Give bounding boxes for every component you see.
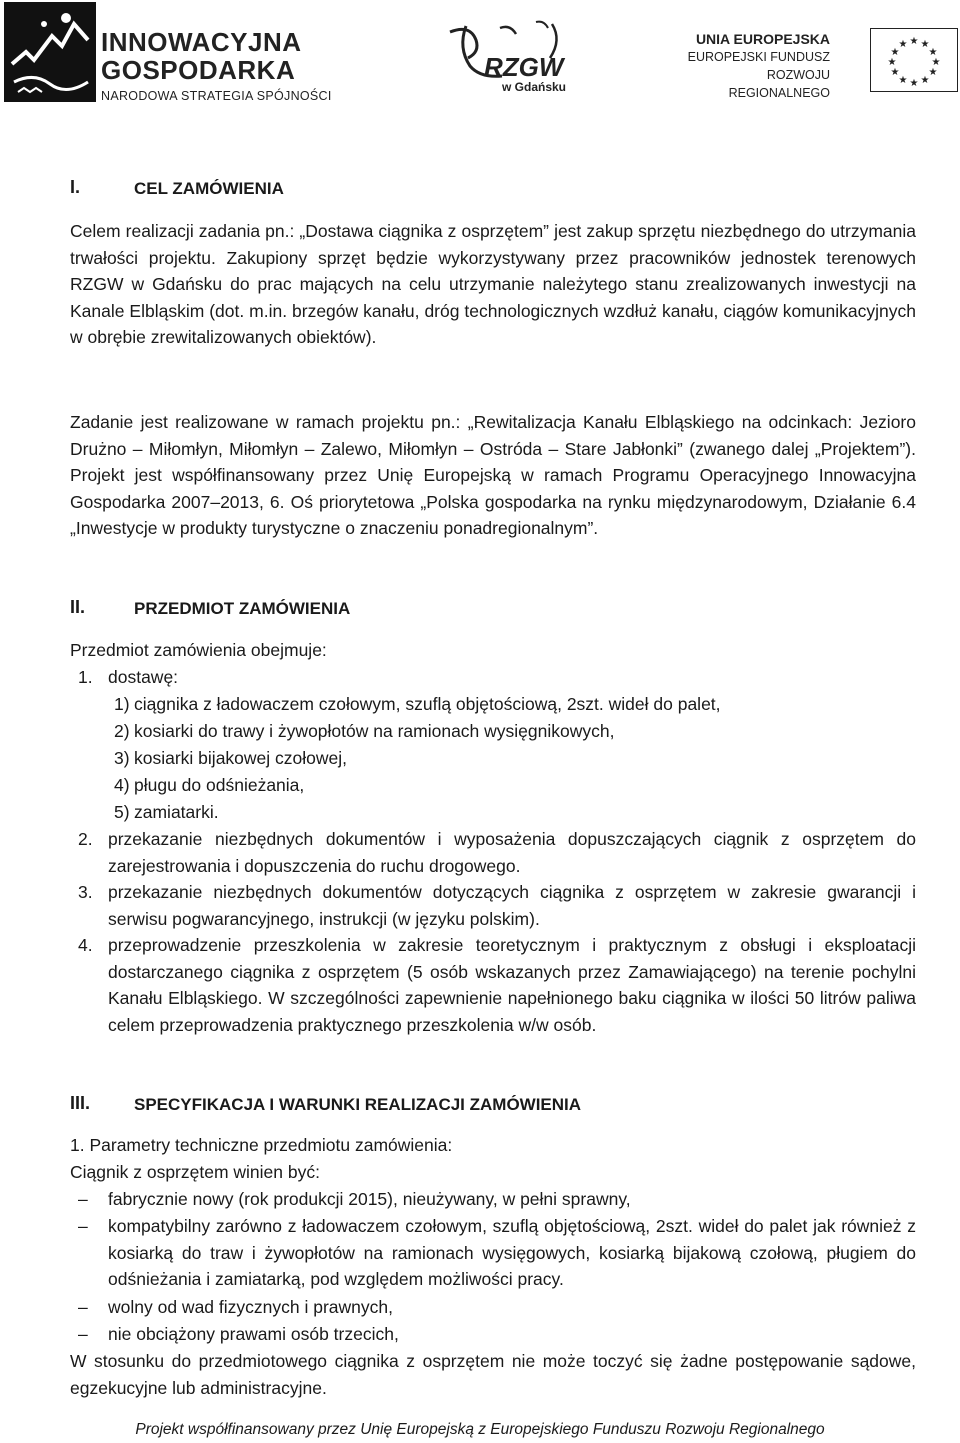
page-footer: Projekt współfinansowany przez Unię Europejską z Europejskiego Funduszu Rozwoju Regionalnego (135, 1421, 825, 1438)
ig-emblem-icon (4, 2, 96, 102)
section-2-title: PRZEDMIOT ZAMÓWIENIA (134, 599, 351, 618)
sublist-item-number: 4) (114, 775, 130, 795)
section-3-number: III. (70, 1093, 91, 1113)
sublist-item-text: ciągnika z ładowaczem czołowym, szuflą objętościową, 2szt. wideł do palet, (134, 694, 721, 714)
ig-title-line1: INNOWACYJNA (101, 27, 302, 57)
unia-europejska-logo (668, 28, 958, 100)
section-2-number: II. (70, 597, 86, 617)
sublist-item-text: kosiarki do trawy i żywopłotów na ramionach wysięgnikowych, (134, 721, 615, 741)
svg-text:★: ★ (890, 47, 900, 58)
rzgw-subtitle: w Gdańsku (502, 80, 567, 94)
bullet-text: nie obciążony prawami osób trzecich, (108, 1324, 399, 1344)
section-3-closing: W stosunku do przedmiotowego ciągnika z osprzętem nie może toczyć się żadne postępowanie sądowe, egzekucyjne lub administracyjne. (70, 1351, 916, 1398)
svg-text:★: ★ (931, 57, 941, 68)
ig-title-line2: GOSPODARKA (101, 55, 296, 85)
svg-text:★: ★ (887, 57, 897, 68)
sublist-item-number: 1) (114, 694, 130, 714)
list-item-text: przekazanie niezbędnych dokumentów dotyczących ciągnika z osprzętem w zakresie gwarancji i serwisu pogwarancyjnego, instrukcji (w języku polskim). (108, 882, 916, 929)
list-item-text: dostawę: (108, 667, 179, 687)
ue-title: UNIA EUROPEJSKA (695, 31, 830, 47)
svg-text:★: ★ (920, 39, 930, 50)
bullet-dash: – (78, 1189, 88, 1209)
bullet-text: fabrycznie nowy (rok produkcji 2015), nieużywany, w pełni sprawny, (108, 1189, 631, 1209)
svg-text:★: ★ (890, 67, 900, 78)
rzgw-name: RZGW (484, 52, 564, 82)
svg-text:★: ★ (928, 47, 938, 58)
section-3-intro: Ciągnik z osprzętem winien być: (70, 1162, 320, 1182)
sublist-item-text: pługu do odśnieżania, (134, 775, 305, 795)
section-3-title: SPECYFIKACJA I WARUNKI REALIZACJI ZAMÓWIENIA (134, 1095, 582, 1114)
sublist-item-number: 2) (114, 721, 130, 741)
sublist-item-text: kosiarki bijakowej czołowej, (134, 748, 347, 768)
sublist-item-number: 5) (114, 802, 130, 822)
list-item-number: 2. (78, 829, 93, 849)
bullet-dash: – (78, 1216, 88, 1236)
bullet-text: kompatybilny zarówno z ładowaczem czołowym, szuflą objętościową, 2szt. wideł do palet jak również z kosiarką do traw i żywopłotów na ramionach wysięgowych, kosiarką bijakową czołową, pługiem do odśnieżania i zamiatarką, pod względem możliwości pracy. (108, 1216, 916, 1289)
eu-flag-icon (870, 28, 958, 92)
bullet-dash: – (78, 1297, 88, 1317)
page-header (0, 0, 960, 110)
section-1-paragraph-1: Celem realizacji zadania pn.: „Dostawa ciągnika z osprzętem” jest zakup sprzętu niezbędnego do utrzymania trwałości projektu. Zakupiony sprzęt będzie wykorzystywany przez pracowników jednostek terenowych RZGW w Gdańsku do prac mających na celu utrzymanie należytego stanu zrealizowanych inwestycji na Kanale Elbląskim (dot. m.in. brzegów kanału, dróg technologicznych wzdłuż kanału, ciągów komunikacyjnych w obrębie zrewitalizowanych obiektów). (70, 221, 916, 347)
list-item-number: 3. (78, 882, 93, 902)
list-item-number: 4. (78, 935, 93, 955)
sublist-item-text: zamiatarki. (134, 802, 219, 822)
svg-text:★: ★ (898, 39, 908, 50)
list-item-text: przeprowadzenie przeszkolenia w zakresie teoretycznym i praktycznym z obsługi i eksploatacji dostarczanego ciągnika z osprzętem (5 osób wskazanych przez Zamawiającego) na terenie pochylni Kanału Elbląskiego. W szczególności zapewnienie napełnionego baku ciągnika w ilości 50 litrów paliwa celem przeprowadzenia praktycznego przeszkolenia w/w osób. (108, 935, 916, 1035)
svg-text:★: ★ (928, 67, 938, 78)
svg-text:★: ★ (909, 78, 919, 89)
ig-subtitle: NARODOWA STRATEGIA SPÓJNOŚCI (101, 89, 332, 103)
section-1-title: CEL ZAMÓWIENIA (134, 179, 284, 198)
ue-line2: EUROPEJSKI FUNDUSZ (687, 50, 830, 64)
bullet-text: wolny od wad fizycznych i prawnych, (108, 1297, 393, 1317)
bullet-dash: – (78, 1324, 88, 1344)
section-1-number: I. (70, 177, 81, 197)
rzgw-logo (440, 18, 580, 98)
section-2-intro: Przedmiot zamówienia obejmuje: (70, 640, 327, 660)
list-item-number: 1. (78, 667, 93, 687)
section-3-parameters-heading: 1. Parametry techniczne przedmiotu zamówienia: (70, 1135, 453, 1155)
list-item-text: przekazanie niezbędnych dokumentów i wyposażenia dopuszczających ciągnik z osprzętem do zarejestrowania i dopuszczenia do ruchu drogowego. (108, 829, 916, 876)
ue-line3: ROZWOJU REGIONALNEGO (728, 68, 830, 100)
innowacyjna-gospodarka-logo (4, 2, 344, 102)
sublist-item-number: 3) (114, 748, 130, 768)
svg-text:★: ★ (898, 75, 908, 86)
svg-text:★: ★ (920, 75, 930, 86)
svg-text:★: ★ (909, 36, 919, 47)
section-1-paragraph-2: Zadanie jest realizowane w ramach projektu pn.: „Rewitalizacja Kanału Elbląskiego na odcinkach: Jezioro Drużno – Miłomłyn, Miłomłyn – Zalewo, Miłomłyn – Ostróda – Stare Jabłonki” (zwanego dalej „Projektem”). Projekt jest współfinansowany przez Unię Europejską w ramach Programu Operacyjnego Innowacyjna Gospodarka 2007–2013, 6. Oś priorytetowa „Polska gospodarka na rynku międzynarodowym, Działanie 6.4 „Inwestycje w produkty turystyczne o znaczeniu ponadregionalnym”. (70, 412, 916, 538)
